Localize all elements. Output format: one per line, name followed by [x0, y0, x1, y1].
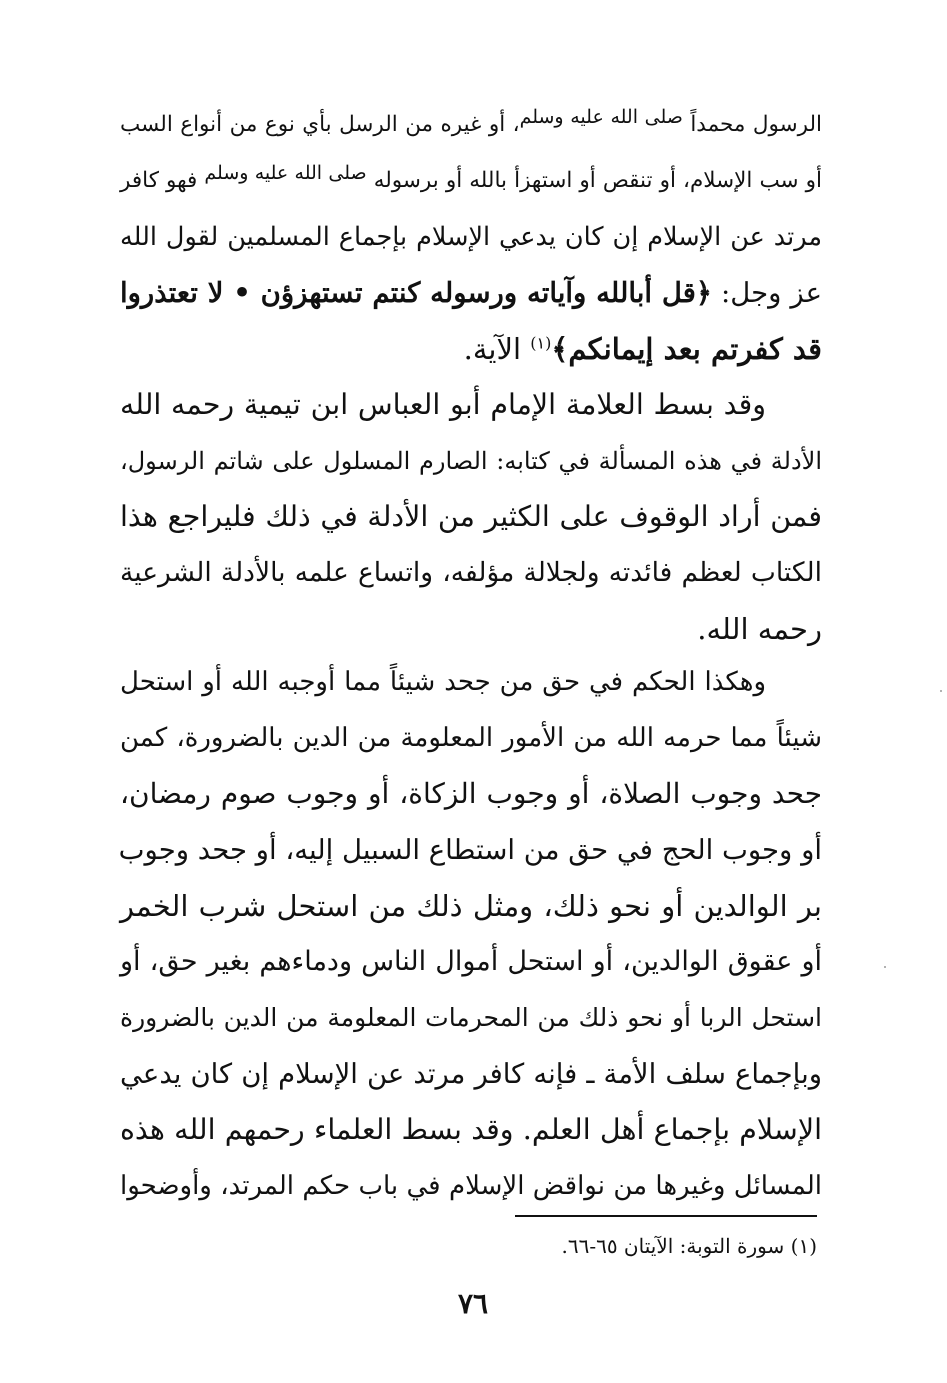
text-segment: الآية.	[463, 332, 531, 366]
paragraph-1-line-3: مرتد عن الإسلام إن كان يدعي الإسلام بإجماع المسلمين لقول الله	[120, 222, 822, 252]
text-segment: الرسول محمداً	[682, 112, 822, 137]
paragraph-3-line-3: جحد وجوب الصلاة، أو وجوب الزكاة، أو وجوب صوم رمضان،	[120, 777, 822, 810]
paragraph-3-line-7: استحل الربا أو نحو ذلك من المحرمات المعلومة من الدين بالضرورة	[120, 1003, 822, 1032]
paragraph-3-line-1: وهكذا الحكم في حق من جحد شيئاً مما أوجبه الله أو استحل	[120, 667, 766, 697]
paragraph-3-line-2: شيئاً مما حرمه الله من الأمور المعلومة من الدين بالضرورة، كمن	[120, 723, 822, 753]
paragraph-3-line-10: المسائل وغيرها من نواقض الإسلام في باب حكم المرتد، وأوضحوا	[120, 1171, 822, 1201]
scan-speck	[884, 966, 886, 968]
paragraph-1	[120, 97, 822, 377]
text-segment: أو سب الإسلام، أو تنقص أو استهزأ بالله أو برسوله	[366, 168, 823, 193]
scan-speck	[940, 690, 942, 692]
paragraph-3-line-9: الإسلام بإجماع أهل العلم. وقد بسط العلماء رحمهم الله هذه	[120, 1113, 822, 1146]
paragraph-2	[120, 377, 822, 657]
paragraph-2-line-1: وقد بسط العلامة الإمام أبو العباس ابن تيمية رحمه الله	[120, 388, 766, 421]
paragraph-1-line-5	[120, 321, 822, 377]
paragraph-2-line-4: الكتاب لعظم فائدته ولجلالة مؤلفه، واتساع علمه بالأدلة الشرعية	[120, 557, 822, 588]
paragraph-3	[120, 654, 822, 1214]
quran-verse: قد كفرتم بعد إيمانكم﴾	[551, 332, 822, 366]
footnote-separator	[515, 1215, 817, 1217]
paragraph-3-line-4: أو وجوب الحج في حق من استطاع السبيل إليه، أو جحد وجوب	[118, 834, 822, 866]
paragraph-1-line-1	[120, 97, 822, 153]
quran-verse: ﴿قل أبالله وآياته ورسوله كنتم تستهزؤن • لا تعتذروا	[120, 277, 712, 309]
paragraph-1-line-2	[120, 153, 822, 209]
text-segment: فهو كافر	[120, 168, 205, 193]
footnote: (١) سورة التوبة: الآيتان ٦٥-٦٦.	[561, 1234, 817, 1258]
paragraph-2-line-2: الأدلة في هذه المسألة في كتابه: الصارم المسلول على شاتم الرسول،	[120, 447, 822, 475]
honorific-salutation: صلى الله عليه وسلم	[519, 105, 683, 128]
paragraph-2-line-5: رحمه الله.	[697, 612, 822, 646]
footnote-reference: (١)	[530, 333, 552, 353]
paragraph-3-line-5: بر الوالدين أو نحو ذلك، ومثل ذلك من استحل شرب الخمر	[120, 889, 822, 923]
paragraph-3-line-6: أو عقوق الوالدين، أو استحل أموال الناس ودماءهم بغير حق، أو	[120, 946, 822, 977]
honorific-salutation: صلى الله عليه وسلم	[204, 161, 367, 184]
page-number: ٧٦	[457, 1287, 489, 1320]
paragraph-3-line-8: وبإجماع سلف الأمة ـ فإنه كافر مرتد عن الإسلام إن كان يدعي	[120, 1058, 822, 1090]
text-segment: ، أو غيره من الرسل بأي نوع من أنواع السب	[120, 112, 520, 137]
text-segment: عز وجل:	[712, 277, 822, 309]
paragraph-1-line-4	[120, 265, 822, 321]
paragraph-2-line-3: فمن أراد الوقوف على الكثير من الأدلة في ذلك فليراجع هذا	[120, 500, 822, 533]
